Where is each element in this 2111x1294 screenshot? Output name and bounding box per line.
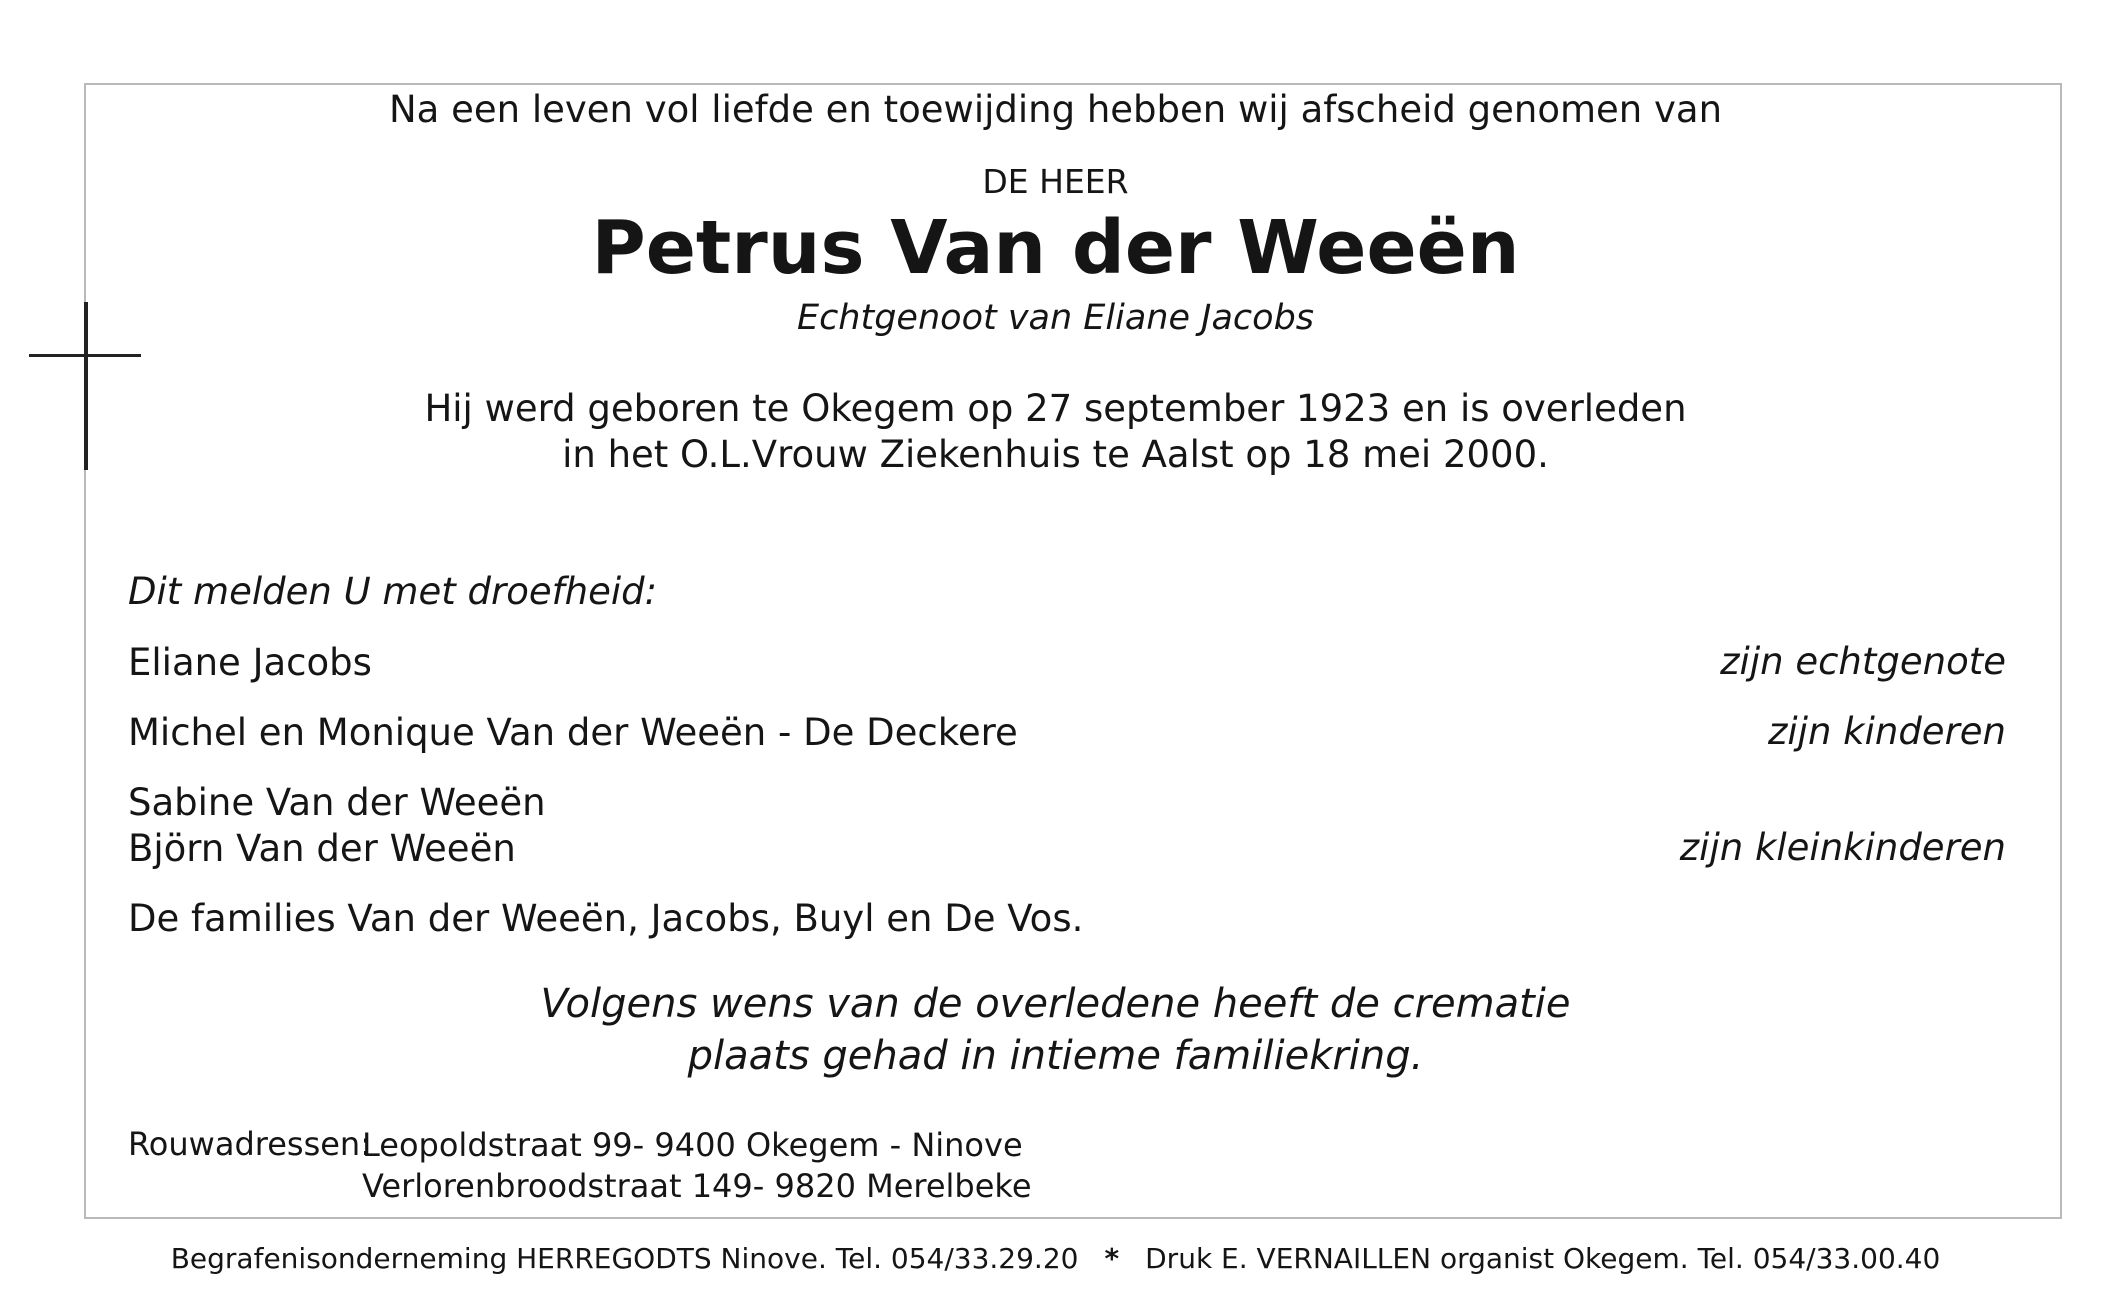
footer-undertaker: Begrafenisonderneming HERREGODTS Ninove. Tel. 054/33.29.20 xyxy=(170,1242,1079,1275)
cross-icon-bar xyxy=(29,354,141,357)
mourner-relation: zijn echtgenote xyxy=(1720,640,2006,683)
mourner-names xyxy=(128,780,546,872)
birth-death-text xyxy=(0,386,2111,478)
address-list xyxy=(362,1125,1032,1207)
footer-separator: * xyxy=(1104,1242,1120,1275)
intro-text: Na een leven vol liefde en toewijding hebben wij afscheid genomen van xyxy=(388,88,1723,131)
deceased-name: Petrus Van der Weeën xyxy=(591,205,1520,291)
cremation-notice xyxy=(0,978,2111,1082)
cremation-line: Volgens wens van de overledene heeft de crematie xyxy=(540,981,1571,1027)
birth-line: Hij werd geboren te Okegem op 27 september 1923 en is overleden xyxy=(424,387,1687,430)
mourner-names: Eliane Jacobs xyxy=(128,641,372,684)
spouse-line: Echtgenoot van Eliane Jacobs xyxy=(796,298,1315,338)
address-line: Leopoldstraat 99- 9400 Okegem - Ninove xyxy=(362,1126,1023,1164)
mourner-relation: zijn kinderen xyxy=(1767,710,2006,753)
death-line: in het O.L.Vrouw Ziekenhuis te Aalst op 18 mei 2000. xyxy=(562,433,1549,476)
cremation-line: plaats gehad in intieme familiekring. xyxy=(687,1033,1424,1079)
announce-text: Dit melden U met droefheid: xyxy=(128,570,658,613)
mourner-relation: zijn kleinkinderen xyxy=(1679,826,2006,869)
address-line: Verlorenbroodstraat 149- 9820 Merelbeke xyxy=(362,1167,1032,1205)
families-line: De families Van der Weeën, Jacobs, Buyl en De Vos. xyxy=(128,897,1084,940)
grandchild-name: Sabine Van der Weeën xyxy=(128,781,546,824)
mourner-names: Michel en Monique Van der Weeën - De Deckere xyxy=(128,711,1018,754)
footer-printer: Druk E. VERNAILLEN organist Okegem. Tel. 054/33.00.40 xyxy=(1145,1242,1941,1275)
footer xyxy=(0,1242,2111,1275)
grandchild-name: Björn Van der Weeën xyxy=(128,827,516,870)
title-prefix: DE HEER xyxy=(982,162,1129,201)
address-label: Rouwadressen: xyxy=(128,1125,371,1163)
